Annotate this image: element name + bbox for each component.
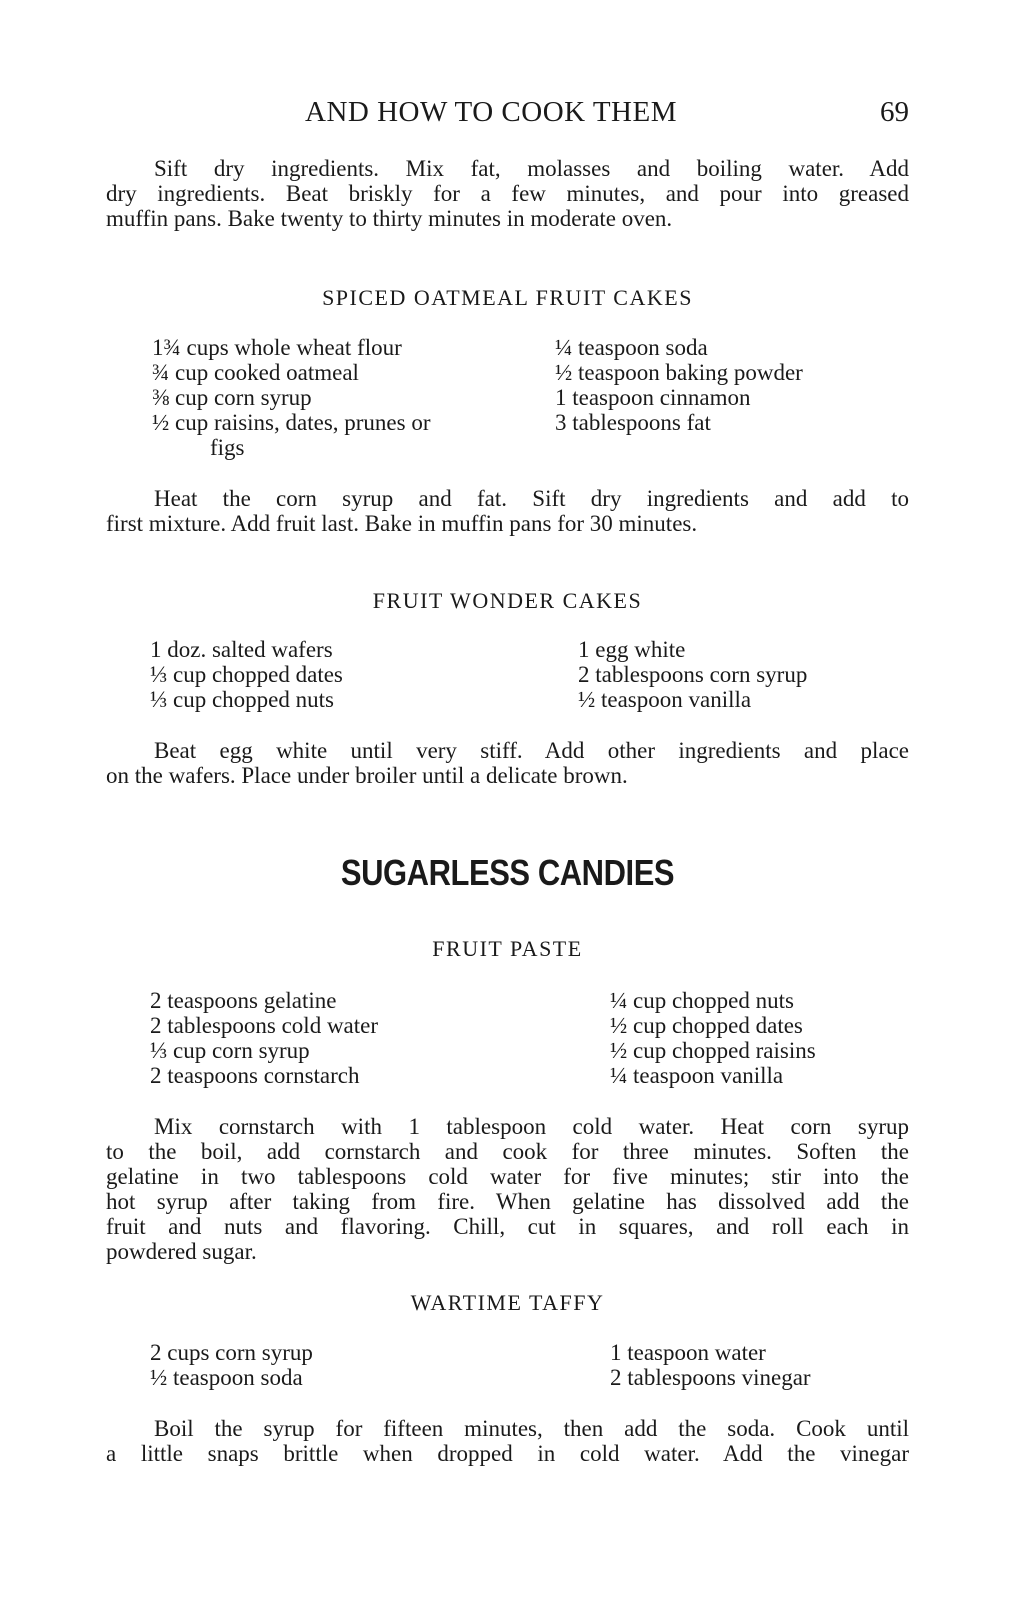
ingredient-item: 2 tablespoons cold water	[150, 1013, 379, 1038]
ingredient-item: ⅓ cup chopped nuts	[150, 687, 334, 712]
section-title: SUGARLESS CANDIES	[340, 852, 675, 893]
ingredient-item: ½ teaspoon soda	[150, 1365, 303, 1390]
paragraph-line: Mix cornstarch with 1 tablespoon cold water. Heat corn syrup	[154, 1114, 909, 1139]
ingredient-item: ½ teaspoon baking powder	[555, 360, 803, 385]
paragraph-line: gelatine in two tablespoons cold water for five minutes; stir into the	[106, 1164, 909, 1189]
paragraph-line: on the wafers. Place under broiler until a delicate brown.	[106, 763, 628, 788]
paragraph-line: a little snaps brittle when dropped in cold water. Add the vinegar	[106, 1441, 909, 1466]
running-header	[0, 96, 1035, 136]
paragraph-line: Beat egg white until very stiff. Add other ingredients and place	[154, 738, 909, 763]
ingredient-item: ½ cup chopped raisins	[610, 1038, 816, 1063]
running-title: AND HOW TO COOK THEM	[305, 96, 677, 128]
ingredient-item: ½ cup chopped dates	[610, 1013, 803, 1038]
paragraph-line: dry ingredients. Beat briskly for a few minutes, and pour into greased	[106, 181, 909, 206]
paragraph-line: to the boil, add cornstarch and cook for three minutes. Soften the	[106, 1139, 909, 1164]
ingredient-item: ½ cup raisins, dates, prunes or	[152, 410, 431, 435]
ingredient-item: 2 tablespoons vinegar	[610, 1365, 811, 1390]
ingredient-item: 1 teaspoon water	[610, 1340, 766, 1365]
ingredient-item: 2 teaspoons gelatine	[150, 988, 337, 1013]
ingredient-item: 3 tablespoons fat	[555, 410, 711, 435]
ingredient-item: ½ teaspoon vanilla	[578, 687, 752, 712]
ingredient-item: ⅜ cup corn syrup	[152, 385, 312, 410]
ingredient-item: figs	[210, 435, 245, 460]
ingredient-item: ¼ teaspoon soda	[555, 335, 708, 360]
paragraph-line: Heat the corn syrup and fat. Sift dry ingredients and add to	[154, 486, 909, 511]
paragraph-line: Sift dry ingredients. Mix fat, molasses and boiling water. Add	[154, 156, 909, 181]
ingredient-item: 1 egg white	[578, 637, 686, 662]
recipe-title-spiced-oatmeal: SPICED OATMEAL FRUIT CAKES	[322, 285, 693, 310]
recipe-title-fruit-paste: FRUIT PASTE	[432, 936, 583, 961]
ingredient-item: 2 cups corn syrup	[150, 1340, 313, 1365]
paragraph-line: Boil the syrup for fifteen minutes, then add the soda. Cook until	[154, 1416, 909, 1441]
ingredient-item: 1¾ cups whole wheat flour	[152, 335, 402, 360]
ingredient-item: ¼ cup chopped nuts	[610, 988, 794, 1013]
ingredient-item: 2 tablespoons corn syrup	[578, 662, 808, 687]
paragraph-line: first mixture. Add fruit last. Bake in muffin pans for 30 minutes.	[106, 511, 698, 536]
paragraph-line: hot syrup after taking from fire. When gelatine has dissolved add the	[106, 1189, 909, 1214]
recipe-title-wartime-taffy: WARTIME TAFFY	[410, 1290, 605, 1315]
page-number: 69	[880, 96, 909, 128]
ingredient-item: 1 doz. salted wafers	[150, 637, 333, 662]
ingredient-item: 1 teaspoon cinnamon	[555, 385, 751, 410]
paragraph-line: fruit and nuts and flavoring. Chill, cut in squares, and roll each in	[106, 1214, 909, 1239]
paragraph-line: powdered sugar.	[106, 1239, 257, 1264]
ingredient-item: ¼ teaspoon vanilla	[610, 1063, 784, 1088]
paragraph-line: muffin pans. Bake twenty to thirty minutes in moderate oven.	[106, 206, 673, 231]
ingredient-item: ⅓ cup corn syrup	[150, 1038, 310, 1063]
ingredient-item: ¾ cup cooked oatmeal	[152, 360, 359, 385]
recipe-title-fruit-wonder: FRUIT WONDER CAKES	[372, 588, 643, 613]
ingredient-item: 2 teaspoons cornstarch	[150, 1063, 360, 1088]
ingredient-item: ⅓ cup chopped dates	[150, 662, 343, 687]
